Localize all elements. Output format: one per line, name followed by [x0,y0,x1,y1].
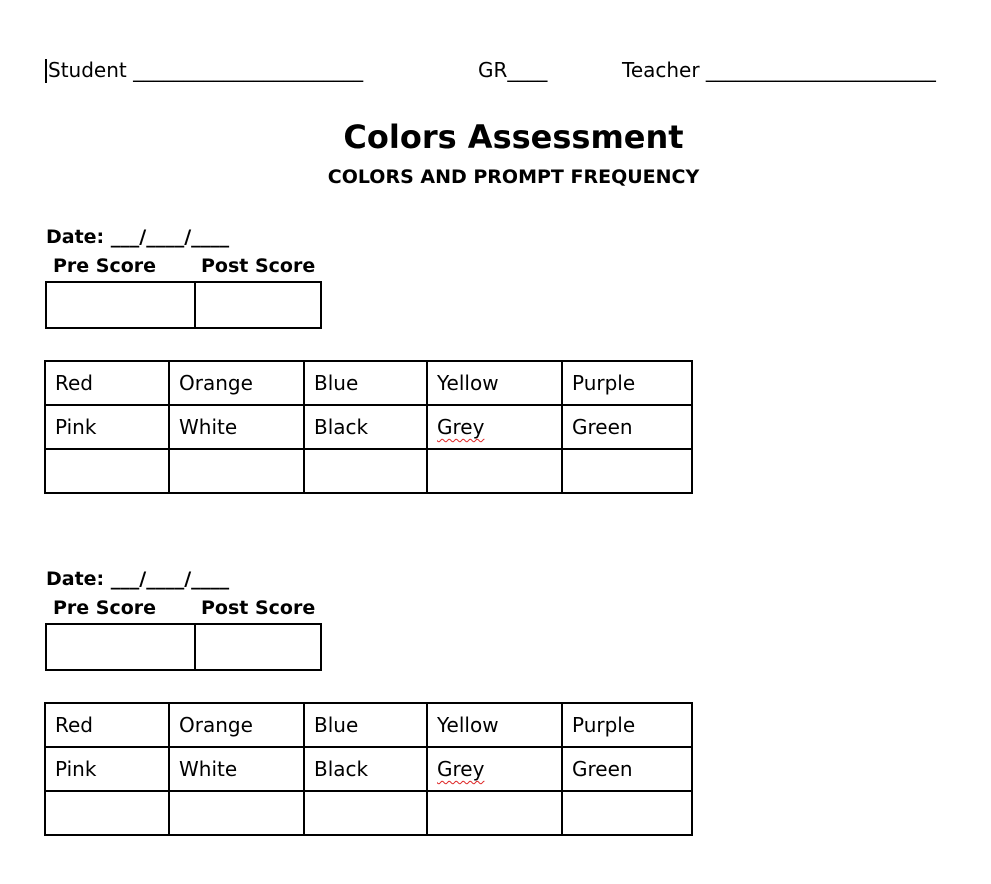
color-cell[interactable]: Green [562,747,692,791]
pre-score-box[interactable] [45,281,196,329]
table-row [45,791,692,835]
color-cell[interactable]: Purple [562,703,692,747]
color-cell[interactable]: Purple [562,361,692,405]
spellcheck-word[interactable]: Grey [437,415,485,439]
pre-score-box[interactable] [45,623,196,671]
table-row [45,747,692,791]
page-subtitle: COLORS AND PROMPT FREQUENCY [327,166,700,188]
post-score-box[interactable] [194,281,322,329]
pre-score-label: Pre Score [53,597,157,619]
color-cell[interactable] [427,747,562,791]
color-cell[interactable]: Red [45,703,169,747]
color-cell[interactable]: Black [304,747,427,791]
response-cell[interactable] [304,791,427,835]
response-cell[interactable] [45,449,169,493]
response-cell[interactable] [304,449,427,493]
color-cell[interactable]: Red [45,361,169,405]
color-cell[interactable]: Pink [45,747,169,791]
student-field[interactable]: Student _______________________ [48,58,364,82]
colors-table [44,702,693,836]
table-row [45,449,692,493]
post-score-box[interactable] [194,623,322,671]
date-field[interactable]: Date: ___/____/____ [46,568,230,590]
page-title: Colors Assessment [343,118,684,156]
spellcheck-word[interactable]: Grey [437,757,485,781]
response-cell[interactable] [427,791,562,835]
response-cell[interactable] [427,449,562,493]
response-cell[interactable] [45,791,169,835]
color-cell[interactable]: Orange [169,703,304,747]
color-cell[interactable]: Orange [169,361,304,405]
color-cell[interactable]: White [169,405,304,449]
color-cell[interactable]: Blue [304,703,427,747]
response-cell[interactable] [562,791,692,835]
color-cell[interactable]: Yellow [427,361,562,405]
color-cell[interactable]: Pink [45,405,169,449]
table-row [45,361,692,405]
response-cell[interactable] [169,791,304,835]
color-cell[interactable]: Blue [304,361,427,405]
color-cell[interactable]: Yellow [427,703,562,747]
response-cell[interactable] [562,449,692,493]
response-cell[interactable] [169,449,304,493]
teacher-field[interactable]: Teacher _______________________ [622,58,936,82]
table-row [45,405,692,449]
colors-table [44,360,693,494]
date-field[interactable]: Date: ___/____/____ [46,226,230,248]
color-cell[interactable] [427,405,562,449]
text-cursor [45,59,47,83]
color-cell[interactable]: Green [562,405,692,449]
post-score-label: Post Score [201,255,316,277]
post-score-label: Post Score [201,597,316,619]
color-cell[interactable]: White [169,747,304,791]
pre-score-label: Pre Score [53,255,157,277]
grade-field[interactable]: GR____ [478,58,548,82]
table-row [45,703,692,747]
color-cell[interactable]: Black [304,405,427,449]
